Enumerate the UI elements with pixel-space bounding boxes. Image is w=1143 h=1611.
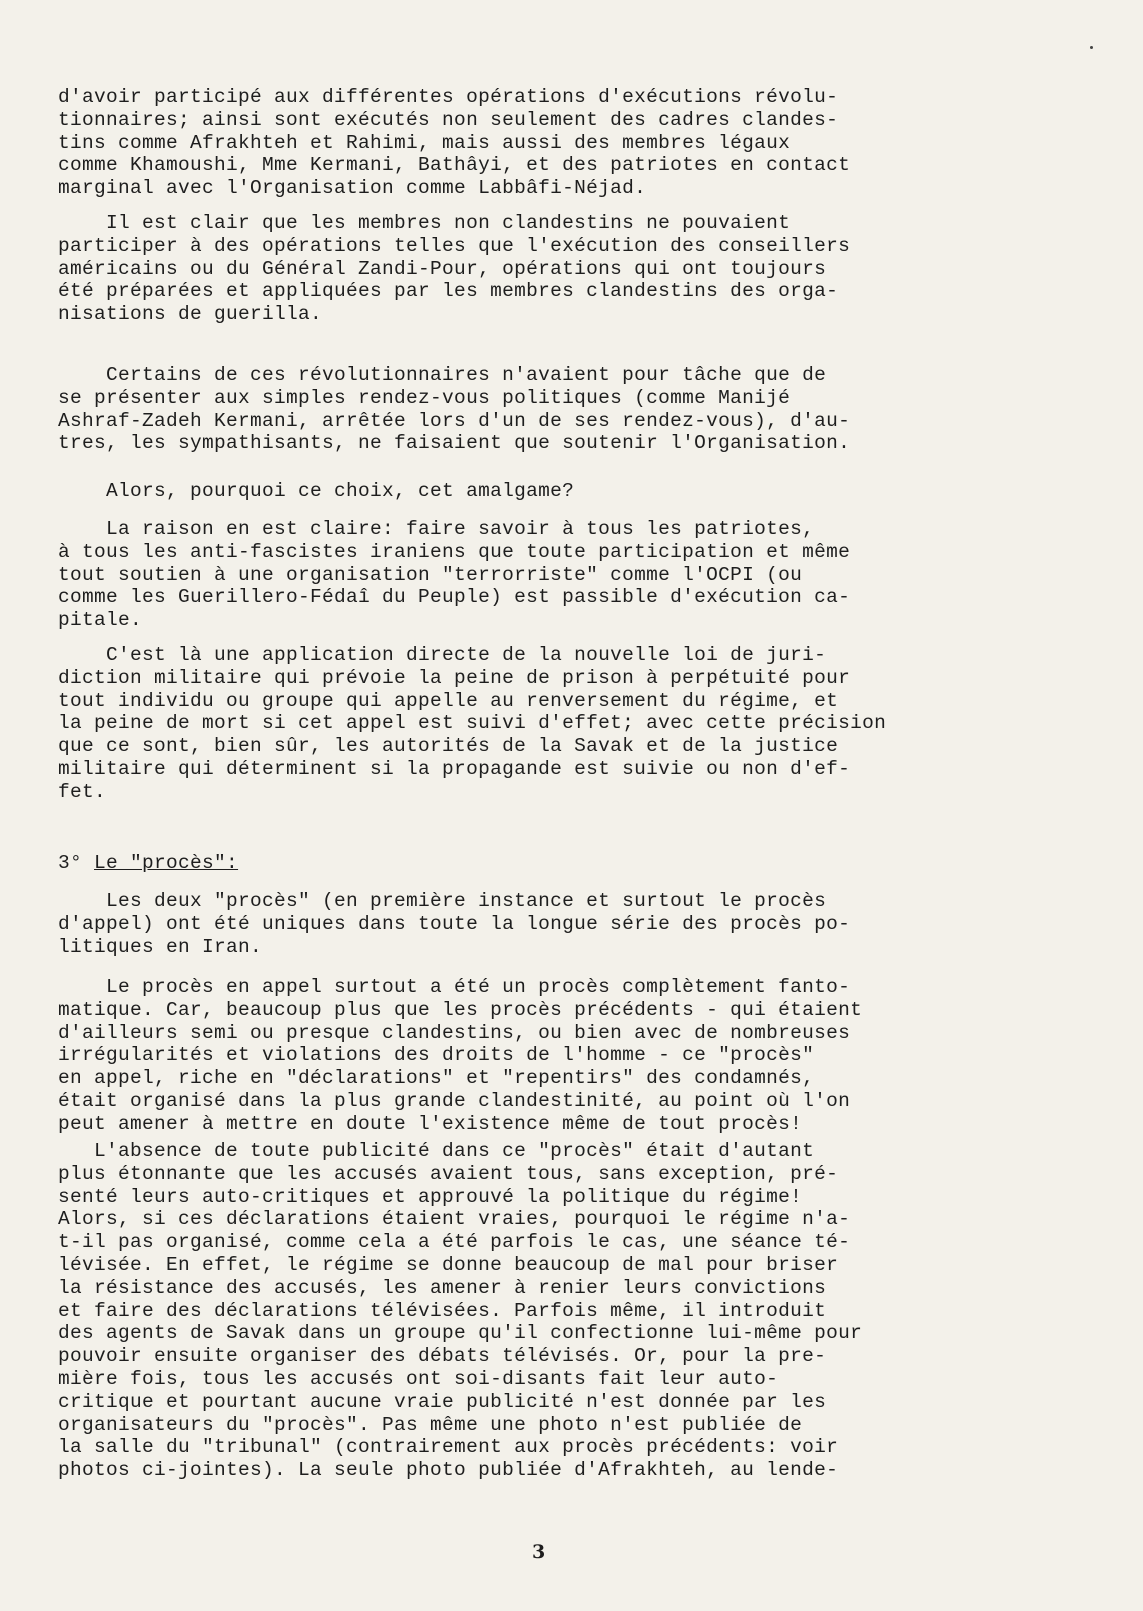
text-line: pouvoir ensuite organiser des débats télévisés. Or, pour la pre- bbox=[58, 1345, 827, 1368]
text-line: la résistance des accusés, les amener à renier leurs convictions bbox=[58, 1276, 827, 1299]
paragraph bbox=[58, 212, 850, 326]
text-line: pitale. bbox=[58, 609, 143, 632]
text-line: irrégularités et violations des droits de l'homme - ce "procès" bbox=[58, 1044, 815, 1067]
text-line: que ce sont, bien sûr, les autorités de la Savak et de la justice bbox=[58, 735, 839, 758]
text-line: se présenter aux simples rendez-vous politiques (comme Manijé bbox=[58, 386, 791, 409]
section-title: Le "procès": bbox=[94, 852, 239, 874]
paragraph bbox=[58, 976, 862, 1136]
text-line: d'ailleurs semi ou presque clandestins, ou bien avec de nombreuses bbox=[58, 1021, 851, 1044]
text-line: Alors, si ces déclarations étaient vraies, pourquoi le régime n'a- bbox=[58, 1208, 851, 1231]
text-line: La raison en est claire: faire savoir à tous les patriotes, bbox=[58, 518, 815, 540]
text-line: la peine de mort si cet appel est suivi d'effet; avec cette précision bbox=[58, 712, 887, 735]
text-line: nisations de guerilla. bbox=[58, 303, 323, 326]
text-line: et faire des déclarations télévisées. Parfois même, il introduit bbox=[58, 1299, 827, 1322]
text-line: t-il pas organisé, comme cela a été parfois le cas, une séance té- bbox=[58, 1231, 851, 1254]
paragraph bbox=[58, 364, 850, 455]
text-line: plus étonnante que les accusés avaient tous, sans exception, pré- bbox=[58, 1162, 839, 1185]
text-line: Certains de ces révolutionnaires n'avaient pour tâche que de bbox=[58, 364, 827, 386]
text-line: à tous les anti-fascistes iraniens que toute participation et même bbox=[58, 540, 851, 563]
text-line: marginal avec l'Organisation comme Labbâfi-Néjad. bbox=[58, 177, 647, 200]
page-number: 3 bbox=[532, 1541, 546, 1563]
section-number: 3° bbox=[58, 852, 83, 874]
text-line: photos ci-jointes). La seule photo publiée d'Afrakhteh, au lende- bbox=[58, 1459, 839, 1482]
text-line: tres, les sympathisants, ne faisaient que soutenir l'Organisation. bbox=[58, 432, 851, 455]
text-line: la salle du "tribunal" (contrairement aux procès précédents: voir bbox=[58, 1436, 839, 1459]
paragraph bbox=[58, 1140, 862, 1482]
text-line: tionnaires; ainsi sont exécutés non seulement des cadres clandes- bbox=[58, 108, 839, 131]
paragraph bbox=[58, 86, 850, 200]
text-line: mière fois, tous les accusés ont soi-disants fait leur auto- bbox=[58, 1367, 779, 1390]
text-line: des agents de Savak dans un groupe qu'il confectionne lui-même pour bbox=[58, 1322, 863, 1345]
text-line: participer à des opérations telles que l'exécution des conseillers bbox=[58, 234, 851, 257]
paragraph bbox=[58, 480, 574, 503]
section-heading bbox=[58, 852, 238, 875]
text-line: militaire qui déterminent si la propagande est suivie ou non d'ef- bbox=[58, 757, 851, 780]
paper-speck bbox=[1090, 46, 1093, 49]
text-line: tout soutien à une organisation "terrorriste" comme l'OCPI (ou bbox=[58, 563, 803, 586]
text-line: Le procès en appel surtout a été un procès complètement fanto- bbox=[58, 976, 851, 998]
text-line: d'appel) ont été uniques dans toute la longue série des procès po- bbox=[58, 912, 851, 935]
text-line: Alors, pourquoi ce choix, cet amalgame? bbox=[58, 480, 575, 502]
text-line: été préparées et appliquées par les membres clandestins des orga- bbox=[58, 280, 839, 303]
text-line: L'absence de toute publicité dans ce "procès" était d'autant bbox=[58, 1140, 815, 1162]
paragraph bbox=[58, 890, 850, 958]
text-line: Les deux "procès" (en première instance et surtout le procès bbox=[58, 890, 827, 912]
text-line: tout individu ou groupe qui appelle au renversement du régime, et bbox=[58, 689, 839, 712]
text-line: peut amener à mettre en doute l'existence même de tout procès! bbox=[58, 1112, 803, 1135]
text-line: comme les Guerillero-Fédaî du Peuple) est passible d'exécution ca- bbox=[58, 586, 851, 609]
text-line: d'avoir participé aux différentes opérations d'exécutions révolu- bbox=[58, 86, 839, 108]
text-line: tins comme Afrakhteh et Rahimi, mais aussi des membres légaux bbox=[58, 131, 791, 154]
text-line: était organisé dans la plus grande clandestinité, au point où l'on bbox=[58, 1089, 851, 1112]
text-line: en appel, riche en "déclarations" et "repentirs" des condamnés, bbox=[58, 1067, 815, 1090]
text-line: C'est là une application directe de la nouvelle loi de juri- bbox=[58, 644, 827, 666]
text-line: litiques en Iran. bbox=[58, 935, 263, 958]
text-line: senté leurs auto-critiques et approuvé la politique du régime! bbox=[58, 1185, 803, 1208]
paragraph bbox=[58, 644, 886, 804]
text-line: lévisée. En effet, le régime se donne beaucoup de mal pour briser bbox=[58, 1253, 839, 1276]
text-line: comme Khamoushi, Mme Kermani, Bathâyi, et des patriotes en contact bbox=[58, 154, 851, 177]
text-line: Il est clair que les membres non clandestins ne pouvaient bbox=[58, 212, 791, 234]
text-line: diction militaire qui prévoie la peine de prison à perpétuité pour bbox=[58, 666, 851, 689]
text-line: organisateurs du "procès". Pas même une photo n'est publiée de bbox=[58, 1413, 803, 1436]
text-line: fet. bbox=[58, 780, 107, 803]
text-line: matique. Car, beaucoup plus que les procès précédents - qui étaient bbox=[58, 998, 863, 1021]
text-line: critique et pourtant aucune vraie publicité n'est donnée par les bbox=[58, 1390, 827, 1413]
text-line: américains ou du Général Zandi-Pour, opérations qui ont toujours bbox=[58, 257, 827, 280]
text-line: Ashraf-Zadeh Kermani, arrêtée lors d'un de ses rendez-vous), d'au- bbox=[58, 409, 851, 432]
paragraph bbox=[58, 518, 850, 632]
